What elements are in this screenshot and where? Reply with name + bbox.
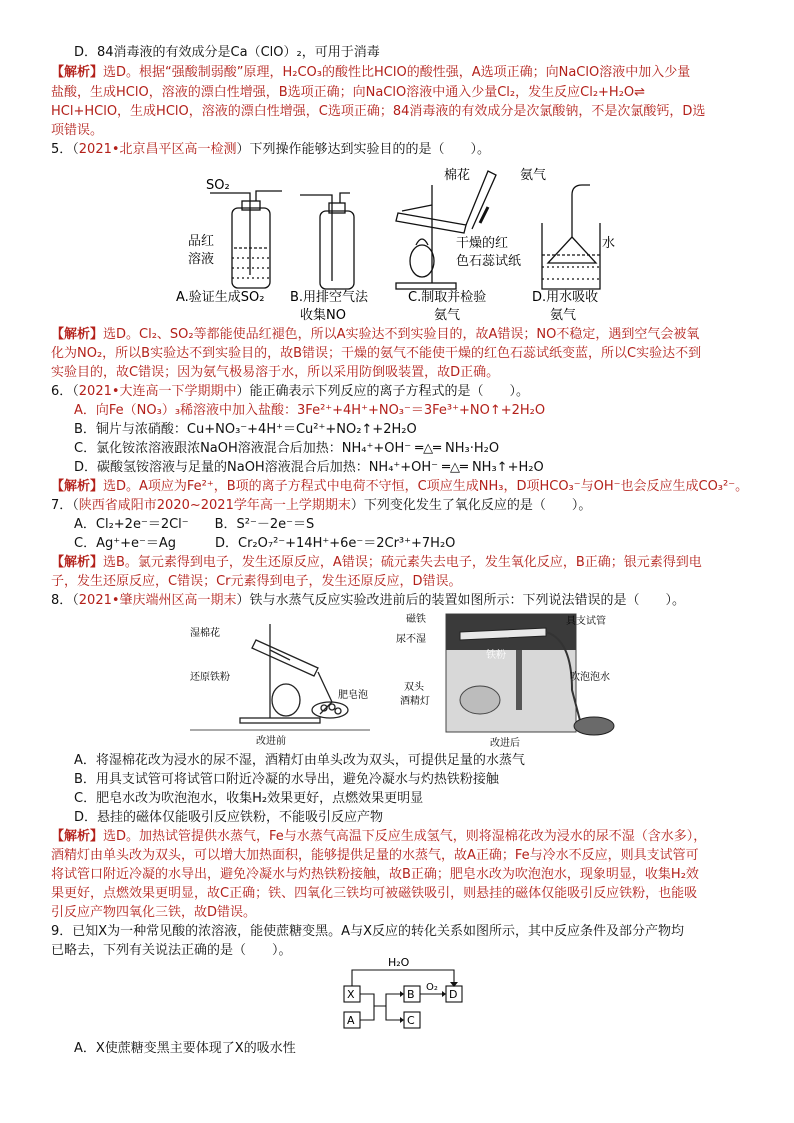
bottle-b-drawing — [300, 193, 354, 289]
label-mianhua: 棉花 — [444, 168, 471, 183]
q6-number: 6．（ — [51, 384, 79, 399]
q4-option-d: D．84消毒液的有效成分是Ca（ClO）₂，可用于消毒 — [74, 45, 380, 60]
label-tiefen: 铁粉 — [486, 650, 506, 661]
q9-stem-line-2: 已略去，下列有关说法正确的是（ ）。 — [51, 943, 292, 958]
q8-stem — [51, 592, 685, 610]
q8-analysis-line-3: 将试管口附近冷凝的水导出，避免冷凝水与灼热铁粉接触，故B正确；肥皂水改为吹泡泡水，现象明显，收集H₂效 — [51, 867, 699, 882]
q8-option-d: D．悬挂的磁体仅能吸引反应铁粉，不能吸引反应产物 — [74, 810, 384, 825]
q8-analysis-line-2: 酒精灯由单头改为双头，可以增大加热面积，能够提供足量的水蒸气，故A正确；Fe与冷水不反应，则具支试管可 — [51, 848, 699, 863]
label-citie: 磁铁 — [406, 614, 426, 625]
caption-a: A.验证生成SO₂ — [176, 290, 265, 305]
label-shuangtou-2: 酒精灯 — [400, 696, 430, 707]
q7-source: 陕西省咸阳市2020~2021学年高一上学期期末 — [78, 498, 351, 513]
q8-analysis-line-4: 果更好，点燃效果更明显，故C正确；铁、四氧化三铁均可被磁铁吸引，则悬挂的磁体仅能吸引反应铁粉，也能吸 — [51, 886, 698, 901]
caption-d-2: 氨气 — [550, 308, 577, 323]
q8-number: 8．（ — [51, 593, 79, 608]
label-shuangtou-1: 双头 — [404, 682, 424, 693]
apparatus-c-drawing — [396, 171, 496, 289]
label-pinhong-1: 品红 — [188, 234, 215, 249]
after-bubble-dish — [574, 717, 614, 735]
analysis-text: 选D。Cl₂、SO₂等都能使品红褪色，所以A实验达不到实验目的，故A错误；NO不稳定，遇到空气会被氧 — [103, 327, 700, 342]
bottle-a-drawing — [210, 191, 282, 288]
apparatus-d-drawing — [542, 185, 600, 289]
label-x: X — [347, 988, 355, 1001]
q9-stem-line-1: 9．已知X为一种常见酸的浓溶液，能使蔗糖变黑。A与X反应的转化关系如图所示，其中反应条件及部分产物均 — [51, 924, 684, 939]
q8-analysis-line-1 — [51, 828, 706, 846]
label-d: D — [449, 988, 458, 1001]
label-shimianhua: 湿棉花 — [190, 628, 220, 639]
before-apparatus-drawing — [240, 624, 348, 723]
label-anqi-top: 氨气 — [520, 168, 547, 183]
analysis-label: 【解析】 — [51, 65, 104, 80]
label-a: A — [347, 1014, 355, 1027]
arrow-h2o — [352, 970, 454, 986]
analysis-label: 【解析】 — [51, 829, 104, 844]
q4-analysis-line-2: 盐酸，生成HClO，溶液的漂白性增强，B选项正确；向NaClO溶液中通入少量Cl₂，发生反应Cl₂+H₂O⇌ — [51, 85, 646, 100]
arrow-network — [360, 994, 404, 1020]
q9-option-a: A．X使蔗糖变黑主要体现了X的吸水性 — [74, 1041, 296, 1056]
q5-analysis-line-3: 实验目的，故C错误；因为氨气极易溶于水，所以采用防倒吸装置，故D正确。 — [51, 365, 500, 380]
q8-option-b: B．用具支试管可将试管口附近冷凝的水导出，避免冷凝水与灼热铁粉接触 — [74, 772, 499, 787]
caption-b-1: B.用排空气法 — [290, 290, 369, 305]
label-c: C — [407, 1014, 415, 1027]
q6-option-b: B．铜片与浓硝酸：Cu+NO₃⁻+4H⁺＝Cu²⁺+NO₂↑+2H₂O — [74, 422, 417, 437]
q7-analysis-line-2: 子，发生还原反应，C错误；Cr元素得到电子，发生还原反应，D错误。 — [51, 574, 462, 589]
analysis-text: 选B。氯元素得到电子，发生还原反应，A错误；硫元素失去电子，发生氧化反应，B正确；银元素得到电 — [103, 555, 702, 570]
q4-analysis-line-3: HCl+HClO，生成HClO，溶液的漂白性增强，C选项正确；84消毒液的有效成分是次氯酸钠，不是次氯酸钙，D选 — [51, 104, 706, 119]
q4-analysis-line-4: 项错误。 — [51, 123, 104, 138]
q7-question: ）下列变化发生了氧化反应的是（ ）。 — [350, 498, 592, 513]
analysis-label: 【解析】 — [51, 555, 104, 570]
q6-option-d: D．碳酸氢铵溶液与足量的NaOH溶液混合后加热：NH₄⁺+OH⁻ ═△═ NH₃↑+H₂O — [74, 460, 544, 475]
q8-option-c: C．肥皂水改为吹泡泡水，收集H₂效果更好，点燃效果更明显 — [74, 791, 424, 806]
label-juzhishiguan: 具支试管 — [566, 616, 606, 627]
label-so2: SO₂ — [206, 178, 230, 193]
q5-question: ）下列操作能够达到实验目的的是（ ）。 — [236, 142, 491, 157]
q5-stem — [51, 141, 490, 159]
q5-apparatus-figure — [170, 163, 650, 323]
q8-question: ）铁与水蒸气反应实验改进前后的装置如图所示：下列说法错误的是（ ）。 — [236, 593, 686, 608]
q5-number: 5．（ — [51, 142, 79, 157]
q7-analysis-line-1 — [51, 554, 702, 572]
q6-source: 2021•大连高一下学期期中 — [78, 384, 237, 399]
caption-b-2: 收集NO — [300, 308, 346, 323]
after-stand — [516, 650, 522, 710]
label-gaijinhou: 改进后 — [490, 738, 520, 749]
q9-conversion-diagram — [330, 950, 480, 1036]
q8-apparatus-figure — [190, 610, 620, 750]
q5-source: 2021•北京昌平区高一检测 — [78, 142, 237, 157]
caption-c-1: C.制取并检验 — [408, 290, 487, 305]
q7-options-cd: C．Ag⁺+e⁻＝Ag D．Cr₂O₇²⁻+14H⁺+6e⁻＝2Cr³⁺+7H₂O — [74, 536, 456, 551]
q5-analysis-line-2: 化为NO₂，所以B实验达不到实验目的，故B错误；干燥的氨气不能使干燥的红色石蕊试纸变蓝，所以C实验达不到 — [51, 346, 702, 361]
q4-analysis-line-1 — [51, 64, 690, 82]
label-ganzao-2: 色石蕊试纸 — [456, 254, 522, 269]
q7-number: 7．（ — [51, 498, 79, 513]
label-niaobushi: 尿不湿 — [396, 634, 426, 645]
q8-option-a: A．将湿棉花改为浸水的尿不湿，酒精灯由单头改为双头，可提供足量的水蒸气 — [74, 753, 525, 768]
q8-analysis-line-5: 引反应产物四氧化三铁，故D错误。 — [51, 905, 257, 920]
analysis-text: 选D。加热试管提供水蒸气，Fe与水蒸气高温下反应生成氢气，则将湿棉花改为浸水的尿不湿（含水多）， — [103, 829, 707, 844]
label-feizaopao: 肥皂泡 — [338, 690, 368, 701]
q8-source: 2021•肇庆端州区高一期末 — [78, 593, 237, 608]
q7-options-ab: A．Cl₂+2e⁻＝2Cl⁻ B．S²⁻－2e⁻＝S — [74, 517, 315, 532]
label-h2o: H₂O — [388, 956, 410, 969]
analysis-label: 【解析】 — [51, 479, 104, 494]
caption-d-1: D.用水吸收 — [532, 290, 599, 305]
q5-analysis-line-1 — [51, 326, 699, 344]
analysis-text: 选D。A项应为Fe²⁺，B项的离子方程式中电荷不守恒，C项应生成NH₃，D项HCO₃⁻与OH⁻也会反应生成CO₃²⁻。 — [103, 479, 749, 494]
label-shui: 水 — [602, 236, 616, 251]
q7-stem — [51, 497, 591, 515]
label-chuipaopao: 吹泡泡水 — [570, 672, 610, 683]
q6-stem — [51, 383, 529, 401]
label-huanyuantiefen: 还原铁粉 — [190, 672, 230, 683]
label-ganzao-1: 干燥的红 — [456, 236, 509, 251]
caption-c-2: 氨气 — [434, 308, 461, 323]
label-o2: O₂ — [426, 982, 438, 993]
label-b: B — [407, 988, 415, 1001]
analysis-label: 【解析】 — [51, 327, 104, 342]
label-gaijinqian: 改进前 — [256, 736, 286, 747]
q6-option-c: C．氯化铵浓溶液跟浓NaOH溶液混合后加热：NH₄⁺+OH⁻ ═△═ NH₃·H₂O — [74, 441, 500, 456]
after-burner — [460, 686, 500, 714]
q6-question: ）能正确表示下列反应的离子方程式的是（ ）。 — [236, 384, 530, 399]
q6-option-a: A．向Fe（NO₃）₃稀溶液中加入盐酸：3Fe²⁺+4H⁺+NO₃⁻＝3Fe³⁺+NO↑+2H₂O — [74, 403, 546, 418]
q6-analysis — [51, 478, 748, 496]
label-pinhong-2: 溶液 — [188, 252, 215, 267]
analysis-text: 选D。根据“强酸制弱酸”原理，H₂CO₃的酸性比HClO的酸性强，A选项正确；向NaClO溶液中加入少量 — [103, 65, 691, 80]
